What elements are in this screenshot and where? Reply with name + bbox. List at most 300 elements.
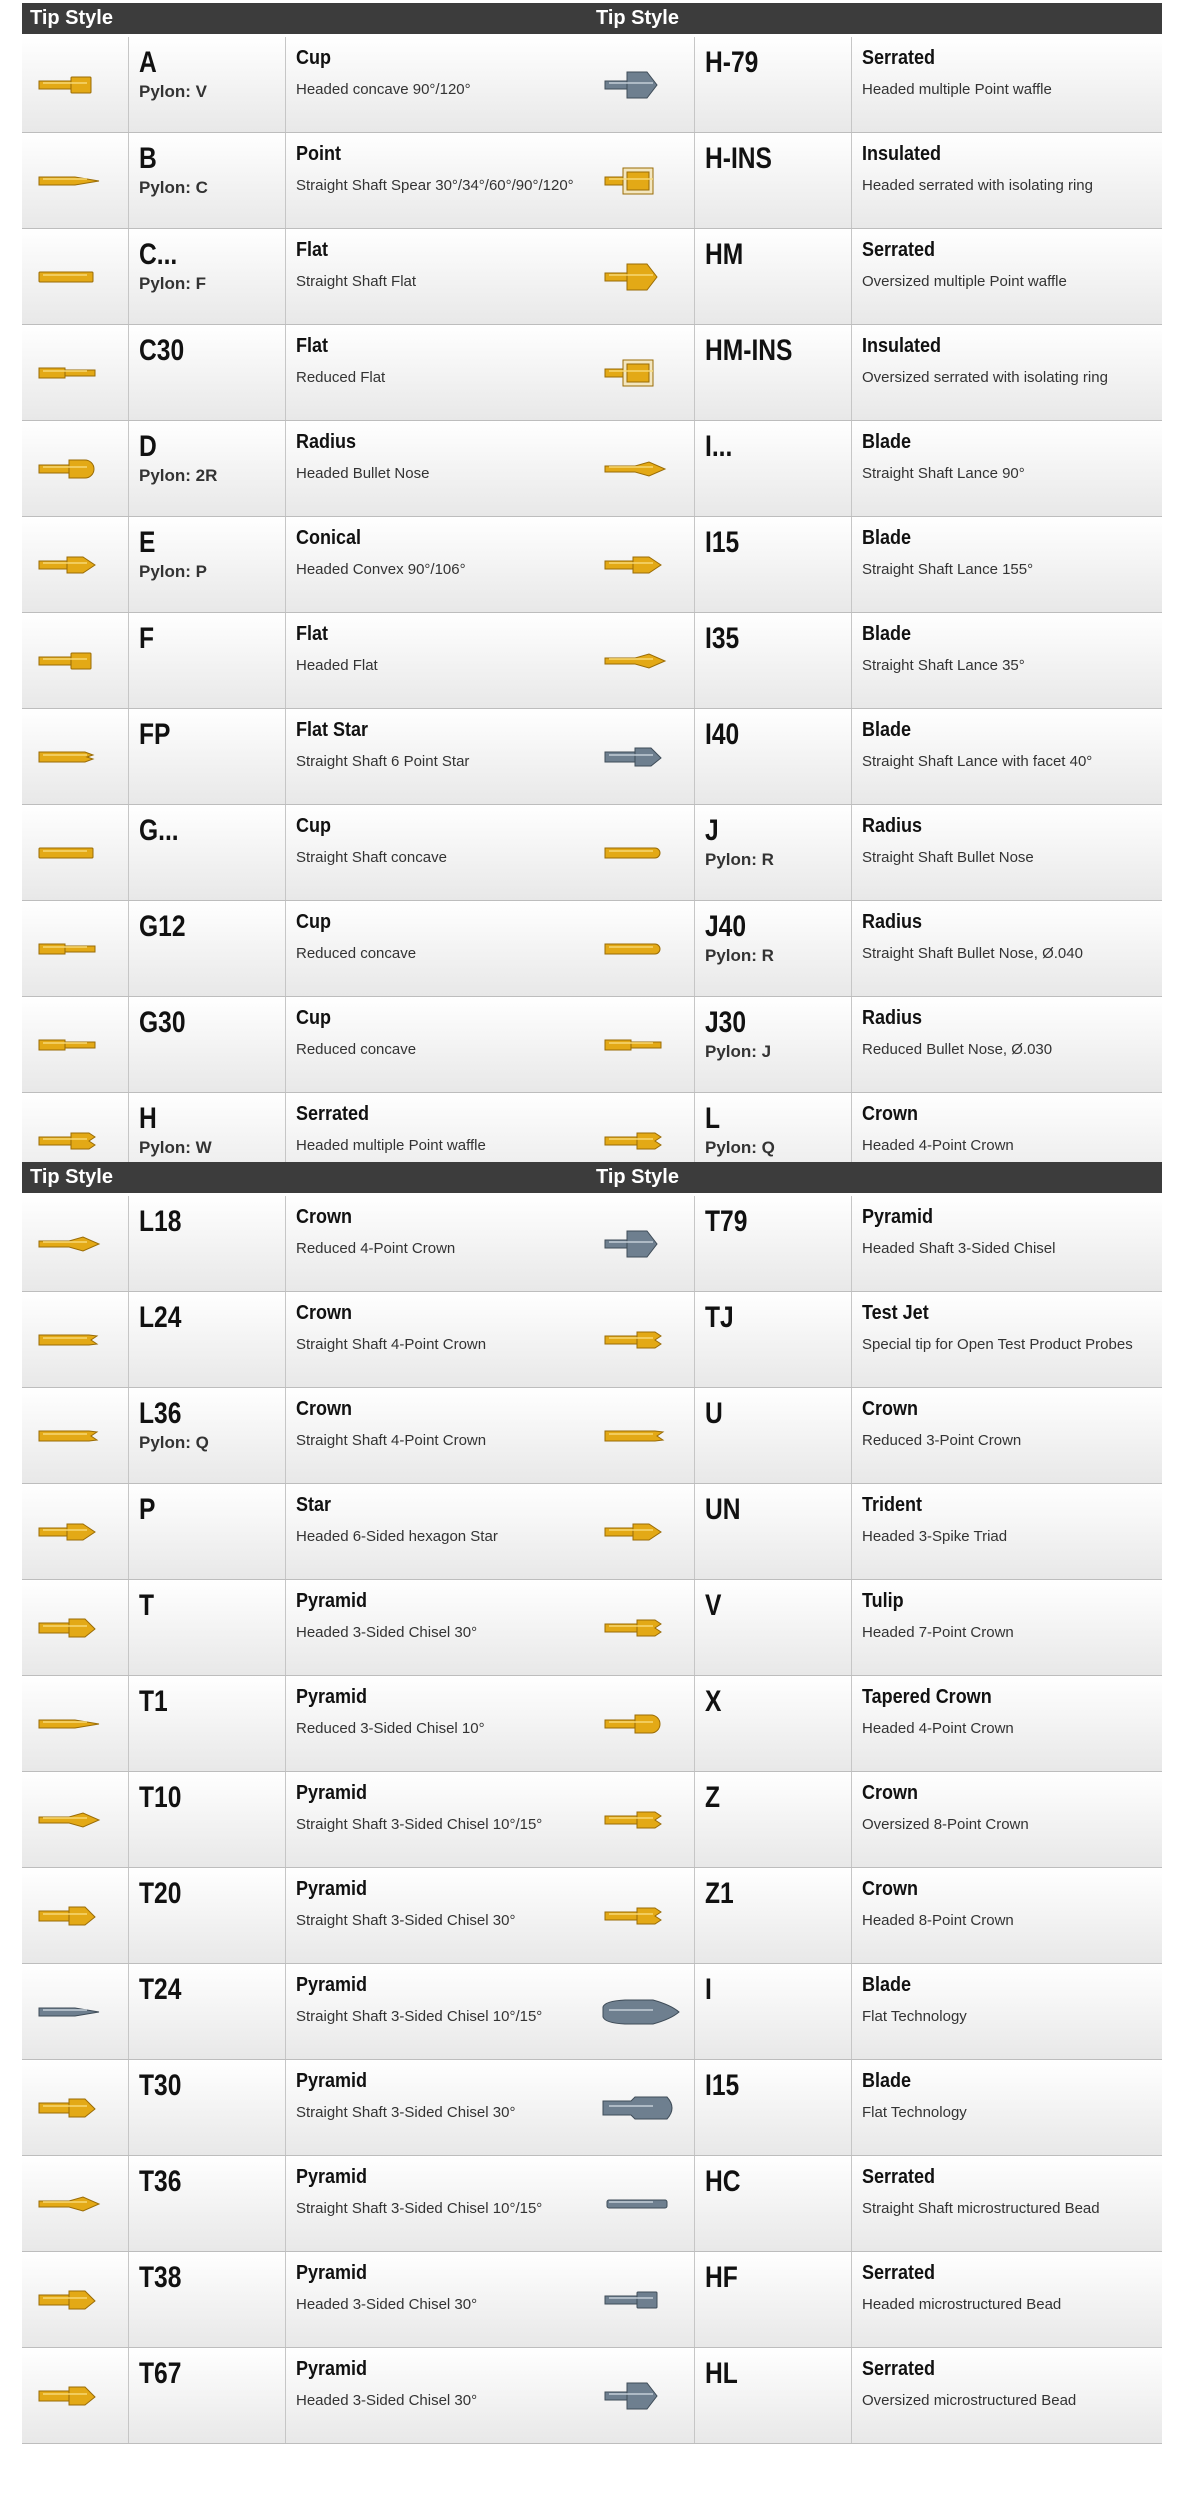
tip-code: T38: [139, 2261, 182, 2294]
tip-code-cell: [695, 613, 852, 708]
tip-description: Reduced concave: [296, 945, 417, 962]
tip-description: Straight Shaft Lance with facet 40°: [862, 753, 1093, 770]
tip-description-cell: [852, 613, 1162, 708]
tip-description-cell: [286, 1388, 596, 1483]
tip-description-cell: [286, 709, 596, 804]
tip-type: Trident: [862, 1494, 923, 1516]
spear-tip-icon: [22, 133, 129, 228]
tip-code-cell: [129, 133, 286, 228]
flat-blade-tip-icon: [588, 1964, 695, 2059]
tip-row: [22, 325, 596, 421]
tip-description-cell: [852, 1868, 1162, 1963]
tip-code-cell: [695, 2156, 852, 2251]
bead-tip-icon: [588, 2348, 695, 2443]
tip-description-cell: [286, 1964, 596, 2059]
tip-row: [22, 421, 596, 517]
pyramid-tip-icon: [22, 2060, 129, 2155]
tip-description: Straight Shaft concave: [296, 849, 447, 866]
tip-row: [588, 805, 1162, 901]
tip-code-cell: [695, 1484, 852, 1579]
tip-list: [588, 1196, 1162, 2444]
tip-code: G30: [139, 1006, 186, 1039]
tip-code: T67: [139, 2357, 182, 2390]
headed-cup-tip-icon: [22, 37, 129, 132]
tip-description: Straight Shaft Lance 155°: [862, 561, 1034, 578]
tip-code: E: [139, 526, 156, 559]
tip-type: Blade: [862, 1974, 912, 1996]
tip-row: [588, 709, 1162, 805]
tip-row: [22, 2156, 596, 2252]
tip-description-cell: [286, 1292, 596, 1387]
pylon-code: Pylon: C: [139, 178, 208, 197]
tip-description-cell: [286, 1196, 596, 1291]
insulated-tip-icon: [588, 133, 695, 228]
tip-row: [22, 229, 596, 325]
tip-description-cell: [852, 1580, 1162, 1675]
tip-description: Reduced Bullet Nose, Ø.030: [862, 1041, 1053, 1058]
tip-type: Serrated: [862, 47, 936, 69]
tip-description: Headed 4-Point Crown: [862, 1137, 1014, 1154]
tip-row: [588, 2156, 1162, 2252]
tip-description-cell: [286, 133, 596, 228]
tip-code-cell: [129, 997, 286, 1092]
tip-code-cell: [129, 1964, 286, 2059]
crown-tip-icon: [588, 1772, 695, 1867]
tip-code: L18: [139, 1205, 182, 1238]
tip-row: [588, 1196, 1162, 1292]
tip-code-cell: [129, 1292, 286, 1387]
tip-type: Crown: [862, 1398, 918, 1420]
tip-description: Special tip for Open Test Product Probes: [862, 1336, 1133, 1353]
panel-header: Tip Style: [588, 1162, 1162, 1193]
tip-code: G...: [139, 814, 179, 847]
tip-description: Straight Shaft 6 Point Star: [296, 753, 470, 770]
tip-description-cell: [852, 2252, 1162, 2347]
tip-type: Pyramid: [296, 1590, 368, 1612]
tulip-tip-icon: [588, 1580, 695, 1675]
tip-row: [22, 2252, 596, 2348]
tip-description-cell: [286, 1484, 596, 1579]
tip-description: Straight Shaft microstructured Bead: [862, 2200, 1100, 2217]
tip-type: Tapered Crown: [862, 1686, 992, 1708]
tip-type: Pyramid: [296, 2262, 368, 2284]
tip-row: [22, 1868, 596, 1964]
tip-code: F: [139, 622, 155, 655]
star-tip-icon: [22, 1484, 129, 1579]
tip-code-cell: [695, 2252, 852, 2347]
tip-code-cell: [129, 517, 286, 612]
crown-tip-icon: [22, 1292, 129, 1387]
tip-code: L24: [139, 1301, 182, 1334]
tip-description-cell: [852, 517, 1162, 612]
tip-type: Star: [296, 1494, 332, 1516]
tip-row: [588, 325, 1162, 421]
trident-tip-icon: [588, 1484, 695, 1579]
crown-tip-icon: [588, 1868, 695, 1963]
tip-code: H-79: [705, 46, 759, 79]
tip-code-cell: [695, 133, 852, 228]
tip-description-cell: [286, 901, 596, 996]
tip-row: [22, 1676, 596, 1772]
tip-description-cell: [286, 2156, 596, 2251]
tip-row: [588, 37, 1162, 133]
cup-tip-icon: [22, 805, 129, 900]
tip-description: Headed 3-Spike Triad: [862, 1528, 1008, 1545]
tip-description-cell: [286, 421, 596, 516]
tip-type: Cup: [296, 1007, 332, 1029]
tip-type: Crown: [296, 1302, 352, 1324]
tip-code: FP: [139, 718, 171, 751]
tip-row: [22, 1388, 596, 1484]
tip-type: Pyramid: [296, 2166, 368, 2188]
tip-type: Pyramid: [296, 1878, 368, 1900]
bead-tip-icon: [588, 2156, 695, 2251]
tip-description: Headed concave 90°/120°: [296, 81, 471, 98]
tip-row: [22, 1196, 596, 1292]
tip-type: Radius: [296, 431, 357, 453]
tip-description: Straight Shaft 4-Point Crown: [296, 1432, 487, 1449]
tip-row: [588, 1676, 1162, 1772]
tip-code: J40: [705, 910, 747, 943]
tip-type: Blade: [862, 623, 912, 645]
tip-code: I15: [705, 526, 740, 559]
tip-description-cell: [286, 517, 596, 612]
tip-type: Pyramid: [296, 1974, 368, 1996]
tip-row: [588, 421, 1162, 517]
tip-description-cell: [852, 997, 1162, 1092]
bullet-nose-tip-icon: [588, 901, 695, 996]
tip-description: Reduced 3-Sided Chisel 10°: [296, 1720, 485, 1737]
tip-type: Crown: [296, 1398, 352, 1420]
tip-code: C...: [139, 238, 178, 271]
tip-row: [22, 1964, 596, 2060]
crown-tip-icon: [22, 1196, 129, 1291]
tip-description: Reduced 3-Point Crown: [862, 1432, 1022, 1449]
tip-description: Oversized multiple Point waffle: [862, 273, 1067, 290]
tip-description: Headed 7-Point Crown: [862, 1624, 1014, 1641]
tip-row: [588, 997, 1162, 1093]
bead-tip-icon: [588, 2252, 695, 2347]
tip-type: Pyramid: [862, 1206, 934, 1228]
tip-description: Straight Shaft 3-Sided Chisel 10°/15°: [296, 2008, 543, 2025]
tip-type: Insulated: [862, 143, 942, 165]
tip-code: J: [705, 814, 719, 847]
tip-code: I: [705, 1973, 712, 2006]
headed-flat-tip-icon: [22, 613, 129, 708]
tip-type: Serrated: [862, 2358, 936, 2380]
tip-description-cell: [286, 1868, 596, 1963]
tapered-crown-tip-icon: [588, 1676, 695, 1771]
tip-row: [588, 1580, 1162, 1676]
tip-row: [22, 37, 596, 133]
tip-description-cell: [852, 709, 1162, 804]
tip-description: Oversized 8-Point Crown: [862, 1816, 1029, 1833]
panel-header: Tip Style: [22, 3, 596, 34]
tip-description-cell: [852, 1388, 1162, 1483]
tip-code-cell: [695, 1196, 852, 1291]
tip-code: H: [139, 1102, 157, 1135]
tip-code-cell: [129, 1868, 286, 1963]
tip-code: I40: [705, 718, 740, 751]
tip-code: T36: [139, 2165, 182, 2198]
tip-code-cell: [695, 37, 852, 132]
tip-code: T30: [139, 2069, 182, 2102]
reduced-bullet-tip-icon: [588, 997, 695, 1092]
tip-type: Cup: [296, 911, 332, 933]
tip-code: HC: [705, 2165, 741, 2198]
tip-code: HL: [705, 2357, 738, 2390]
bullet-nose-tip-icon: [22, 421, 129, 516]
tip-code: UN: [705, 1493, 741, 1526]
tip-description-cell: [852, 1196, 1162, 1291]
tip-description-cell: [286, 997, 596, 1092]
tip-type: Point: [296, 143, 341, 165]
tip-row: [22, 2060, 596, 2156]
panel-header: Tip Style: [22, 1162, 596, 1193]
tip-code-cell: [695, 325, 852, 420]
tip-code: HM-INS: [705, 334, 793, 367]
tip-code: P: [139, 1493, 156, 1526]
tip-description-cell: [286, 37, 596, 132]
tip-list: [22, 37, 596, 1189]
tip-description-cell: [852, 2060, 1162, 2155]
tip-type: Blade: [862, 2070, 912, 2092]
tip-description-cell: [286, 805, 596, 900]
tip-code: I35: [705, 622, 740, 655]
pyramid-tip-icon: [22, 2252, 129, 2347]
tip-code-cell: [695, 2060, 852, 2155]
tip-description-cell: [852, 1676, 1162, 1771]
tip-description: Flat Technology: [862, 2008, 967, 2025]
tip-style-panel: [588, 1162, 1162, 2444]
tip-description: Reduced concave: [296, 1041, 417, 1058]
tip-code-cell: [129, 421, 286, 516]
tip-description: Reduced 4-Point Crown: [296, 1240, 456, 1257]
tip-code: A: [139, 46, 157, 79]
reduced-cup-tip-icon: [22, 901, 129, 996]
bullet-nose-tip-icon: [588, 805, 695, 900]
tip-description: Straight Shaft 4-Point Crown: [296, 1336, 487, 1353]
tip-type: Flat: [296, 239, 329, 261]
tip-code-cell: [695, 1676, 852, 1771]
tip-style-panel: [22, 1162, 596, 2444]
pylon-code: Pylon: Q: [139, 1433, 209, 1452]
lance-tip-icon: [588, 613, 695, 708]
tip-description: Straight Shaft 3-Sided Chisel 30°: [296, 2104, 516, 2121]
tip-type: Crown: [862, 1782, 918, 1804]
tip-row: [22, 517, 596, 613]
tip-code: Z1: [705, 1877, 734, 1910]
tip-description: Straight Shaft 3-Sided Chisel 10°/15°: [296, 2200, 543, 2217]
lance-tip-icon: [588, 421, 695, 516]
tip-type: Test Jet: [862, 1302, 929, 1324]
tip-code-cell: [129, 709, 286, 804]
tip-type: Radius: [862, 911, 923, 933]
tip-description: Headed 8-Point Crown: [862, 1912, 1014, 1929]
lance-tip-icon: [588, 517, 695, 612]
tip-row: [22, 1484, 596, 1580]
reduced-flat-tip-icon: [22, 325, 129, 420]
tip-code: C30: [139, 334, 185, 367]
tip-description-cell: [286, 1676, 596, 1771]
tip-row: [588, 1964, 1162, 2060]
pylon-code: Pylon: W: [139, 1138, 212, 1157]
tip-code: H-INS: [705, 142, 772, 175]
tip-code-cell: [695, 1868, 852, 1963]
tip-type: Crown: [862, 1103, 918, 1125]
tip-code: T10: [139, 1781, 182, 1814]
pyramid-steel-tip-icon: [22, 1964, 129, 2059]
tip-type: Radius: [862, 815, 923, 837]
tip-description: Oversized serrated with isolating ring: [862, 369, 1108, 386]
tip-code-cell: [129, 805, 286, 900]
tip-description: Headed 4-Point Crown: [862, 1720, 1014, 1737]
tip-style-panel: [22, 3, 596, 1189]
pyramid-tip-icon: [22, 1772, 129, 1867]
tip-row: [588, 133, 1162, 229]
tip-description-cell: [852, 901, 1162, 996]
tip-type: Serrated: [862, 2166, 936, 2188]
tip-style-panel: [588, 3, 1162, 1189]
tip-code-cell: [129, 1580, 286, 1675]
tip-code: X: [705, 1685, 722, 1718]
tip-description: Headed Convex 90°/106°: [296, 561, 466, 578]
tip-description: Headed Flat: [296, 657, 378, 674]
tip-description: Reduced Flat: [296, 369, 386, 386]
tip-code: D: [139, 430, 157, 463]
tip-code-cell: [129, 613, 286, 708]
tip-code-cell: [695, 1772, 852, 1867]
tip-description-cell: [852, 133, 1162, 228]
tip-description: Straight Shaft Flat: [296, 273, 417, 290]
tip-description: Headed serrated with isolating ring: [862, 177, 1093, 194]
tip-type: Conical: [296, 527, 362, 549]
crown-tip-icon: [22, 1388, 129, 1483]
tip-row: [22, 1772, 596, 1868]
tip-row: [22, 1292, 596, 1388]
tip-code: T20: [139, 1877, 182, 1910]
tip-code-cell: [695, 1964, 852, 2059]
tip-description-cell: [852, 1484, 1162, 1579]
pylon-code: Pylon: R: [705, 946, 774, 965]
tip-description: Straight Shaft Spear 30°/34°/60°/90°/120°: [296, 177, 574, 194]
flat-tip-icon: [22, 229, 129, 324]
tip-description-cell: [852, 1772, 1162, 1867]
flat-blade-tip-icon: [588, 2060, 695, 2155]
tip-type: Crown: [862, 1878, 918, 1900]
tip-description: Straight Shaft 3-Sided Chisel 30°: [296, 1912, 516, 1929]
tip-code-cell: [129, 1196, 286, 1291]
pyramid-tip-icon: [22, 1580, 129, 1675]
tip-type: Blade: [862, 527, 912, 549]
tip-row: [22, 901, 596, 997]
tip-code: T1: [139, 1685, 168, 1718]
tip-type: Cup: [296, 815, 332, 837]
tip-description-cell: [286, 613, 596, 708]
tip-row: [22, 805, 596, 901]
tip-description-cell: [286, 1772, 596, 1867]
tip-list: [22, 1196, 596, 2444]
tip-code: HM: [705, 238, 744, 271]
tip-description: Headed 3-Sided Chisel 30°: [296, 2296, 478, 2313]
lance-steel-tip-icon: [588, 709, 695, 804]
tip-code: U: [705, 1397, 723, 1430]
tip-row: [22, 2348, 596, 2444]
tip-code-cell: [129, 1676, 286, 1771]
pylon-code: Pylon: V: [139, 82, 208, 101]
tip-code-cell: [695, 2348, 852, 2443]
tip-row: [22, 709, 596, 805]
tip-code-cell: [129, 325, 286, 420]
tip-description-cell: [286, 229, 596, 324]
tip-code: T24: [139, 1973, 182, 2006]
tip-description: Straight Shaft Lance 90°: [862, 465, 1025, 482]
tip-code-cell: [695, 1580, 852, 1675]
tip-code-cell: [129, 1772, 286, 1867]
tip-list: [588, 37, 1162, 1189]
tip-type: Serrated: [862, 2262, 936, 2284]
tip-type: Insulated: [862, 335, 942, 357]
pyramid-tip-icon: [22, 1676, 129, 1771]
tip-description-cell: [852, 1964, 1162, 2059]
tip-description: Headed 3-Sided Chisel 30°: [296, 2392, 478, 2409]
tip-description-cell: [852, 325, 1162, 420]
tip-code-cell: [695, 421, 852, 516]
insulated-tip-icon: [588, 325, 695, 420]
tip-description: Flat Technology: [862, 2104, 967, 2121]
tip-description: Headed Shaft 3-Sided Chisel: [862, 1240, 1056, 1257]
tip-code-cell: [695, 901, 852, 996]
tip-code: L: [705, 1102, 721, 1135]
tip-description-cell: [852, 805, 1162, 900]
tip-row: [588, 229, 1162, 325]
tip-type: Tulip: [862, 1590, 904, 1612]
tip-code-cell: [695, 517, 852, 612]
tip-code-cell: [129, 1388, 286, 1483]
tip-code-cell: [695, 1292, 852, 1387]
tip-type: Blade: [862, 431, 912, 453]
tip-row: [588, 1868, 1162, 1964]
tip-description-cell: [852, 229, 1162, 324]
tip-code-cell: [695, 709, 852, 804]
tip-description-cell: [286, 2348, 596, 2443]
tip-description-cell: [286, 2060, 596, 2155]
tip-type: Blade: [862, 719, 912, 741]
tip-code: B: [139, 142, 157, 175]
tip-type: Radius: [862, 1007, 923, 1029]
tip-description-cell: [852, 1292, 1162, 1387]
pyramid-tip-icon: [22, 2348, 129, 2443]
tip-description: Headed 3-Sided Chisel 30°: [296, 1624, 478, 1641]
tip-code: G12: [139, 910, 186, 943]
tip-code: Z: [705, 1781, 721, 1814]
tip-row: [22, 997, 596, 1093]
tip-row: [588, 1772, 1162, 1868]
test-jet-tip-icon: [588, 1292, 695, 1387]
pylon-code: Pylon: P: [139, 562, 208, 581]
tip-description: Oversized microstructured Bead: [862, 2392, 1077, 2409]
pylon-code: Pylon: J: [705, 1042, 772, 1061]
tip-row: [588, 2060, 1162, 2156]
tip-row: [22, 1580, 596, 1676]
tip-type: Pyramid: [296, 2070, 368, 2092]
tip-code-cell: [695, 997, 852, 1092]
tip-code: V: [705, 1589, 722, 1622]
crown-tip-icon: [588, 1388, 695, 1483]
tip-description-cell: [286, 2252, 596, 2347]
tip-row: [22, 133, 596, 229]
tip-code-cell: [129, 2348, 286, 2443]
